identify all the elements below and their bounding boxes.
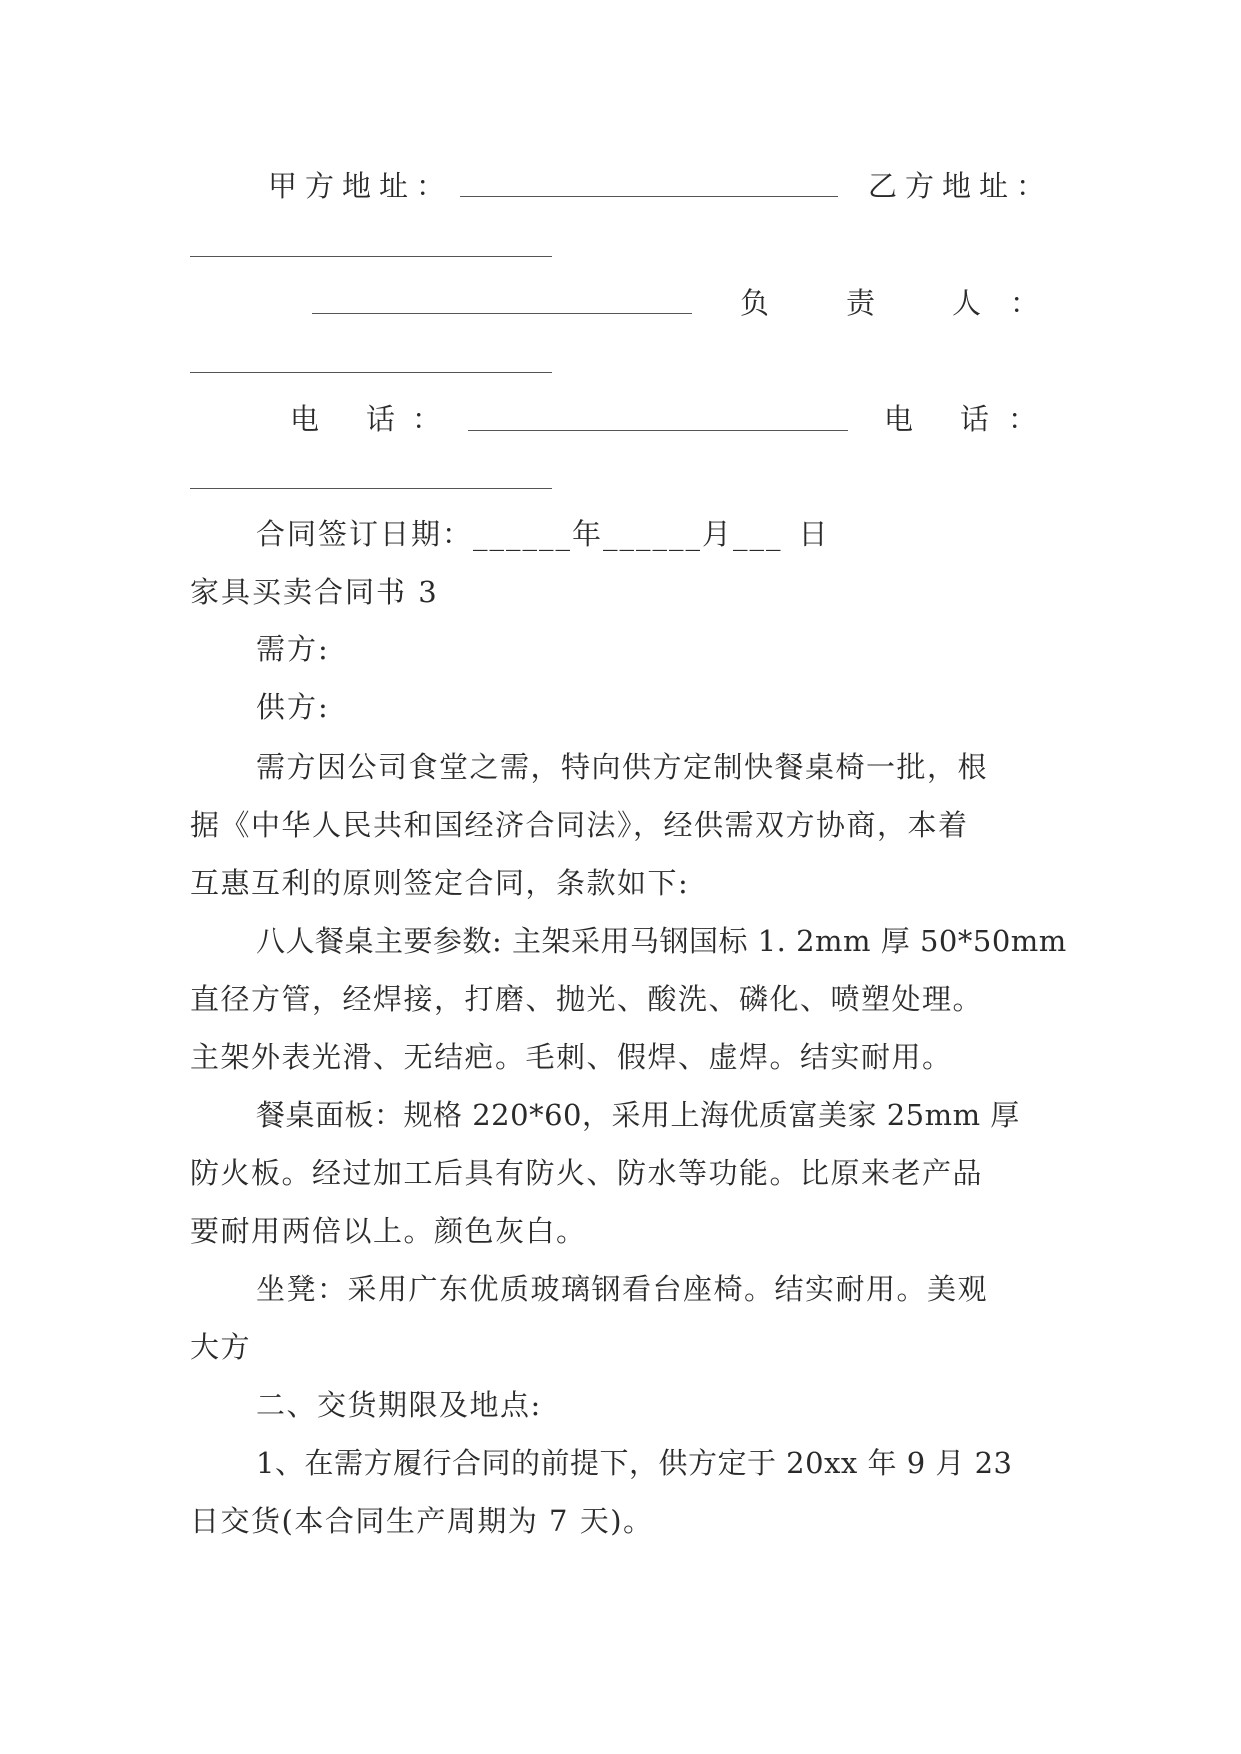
sign-date-day-label: 日 — [798, 517, 830, 551]
phone-b-label-1: 电 — [884, 402, 914, 436]
paragraph-line: 大方 — [190, 1330, 252, 1364]
paragraph-3 — [190, 1086, 1050, 1260]
sign-date-year-blank[interactable]: ______ — [473, 517, 573, 551]
supplier-label: 供方: — [256, 690, 330, 724]
phone-b-label-2: 话 — [960, 402, 990, 436]
buyer-label: 需方: — [256, 632, 330, 666]
responsible-label-2: 责 — [846, 286, 876, 320]
party-a-address-blank[interactable] — [460, 196, 838, 197]
phone-a-label-3: ： — [412, 402, 442, 436]
party-b-address-blank[interactable] — [190, 256, 552, 257]
sign-date-label: 合同签订日期： — [256, 517, 474, 551]
sign-date-day-blank[interactable]: ___ — [733, 517, 783, 551]
paragraph-2 — [190, 912, 1067, 1086]
responsible-label-1: 负 — [740, 286, 770, 320]
paragraph-line: 日交货(本合同生产周期为 7 天)。 — [190, 1504, 654, 1538]
paragraph-line: 坐凳：采用广东优质玻璃钢看台座椅。结实耐用。美观 — [256, 1272, 989, 1306]
paragraph-line: 防火板。经过加工后具有防火、防水等功能。比原来老产品 — [190, 1156, 984, 1190]
paragraph-line: 需方因公司食堂之需，特向供方定制快餐桌椅一批，根 — [256, 750, 989, 784]
party-a-responsible-blank[interactable] — [312, 313, 692, 314]
party-a-phone-blank[interactable] — [468, 430, 848, 431]
paragraph-line: 主架外表光滑、无结疤。毛刺、假焊、虚焊。结实耐用。 — [190, 1040, 953, 1074]
responsible-label-4: ： — [1010, 286, 1040, 320]
sign-date-month-blank[interactable]: ______ — [603, 517, 703, 551]
paragraph-6 — [190, 1434, 1050, 1550]
sign-date-year-label: 年 — [572, 517, 604, 551]
paragraph-line: 互惠互利的原则签定合同，条款如下: — [190, 866, 690, 900]
paragraph-line: 要耐用两倍以上。颜色灰白。 — [190, 1214, 587, 1248]
paragraph-1 — [190, 738, 1050, 912]
section-heading-delivery — [190, 1376, 1050, 1434]
party-b-address-label: 乙方地址： — [868, 169, 1054, 203]
phone-a-label-2: 话 — [366, 402, 396, 436]
paragraph-line: 据《中华人民共和国经济合同法》，经供需双方协商，本着 — [190, 808, 969, 842]
paragraph-line: 餐桌面板：规格 220*60，采用上海优质富美家 25mm 厚 — [256, 1098, 1020, 1132]
contract-title: 家具买卖合同书 3 — [190, 575, 439, 609]
paragraph-line: 八人餐桌主要参数: 主架采用马钢国标 1. 2mm 厚 50*50mm — [256, 924, 1067, 958]
phone-a-label-1: 电 — [290, 402, 320, 436]
party-a-address-label: 甲方地址： — [268, 169, 454, 203]
responsible-label-3: 人 — [952, 286, 982, 320]
paragraph-line: 1、在需方履行合同的前提下，供方定于 20xx 年 9 月 23 — [256, 1446, 1013, 1480]
sign-date-month-label: 月 — [702, 517, 734, 551]
paragraph-line: 直径方管，经焊接，打磨、抛光、酸洗、磷化、喷塑处理。 — [190, 982, 984, 1016]
party-b-phone-blank[interactable] — [190, 488, 552, 489]
phone-b-label-3: ： — [1008, 402, 1038, 436]
sign-date-row — [256, 516, 830, 552]
paragraph-4 — [190, 1260, 1050, 1376]
party-b-responsible-blank[interactable] — [190, 372, 552, 373]
paragraph-line: 二、交货期限及地点: — [256, 1388, 542, 1422]
